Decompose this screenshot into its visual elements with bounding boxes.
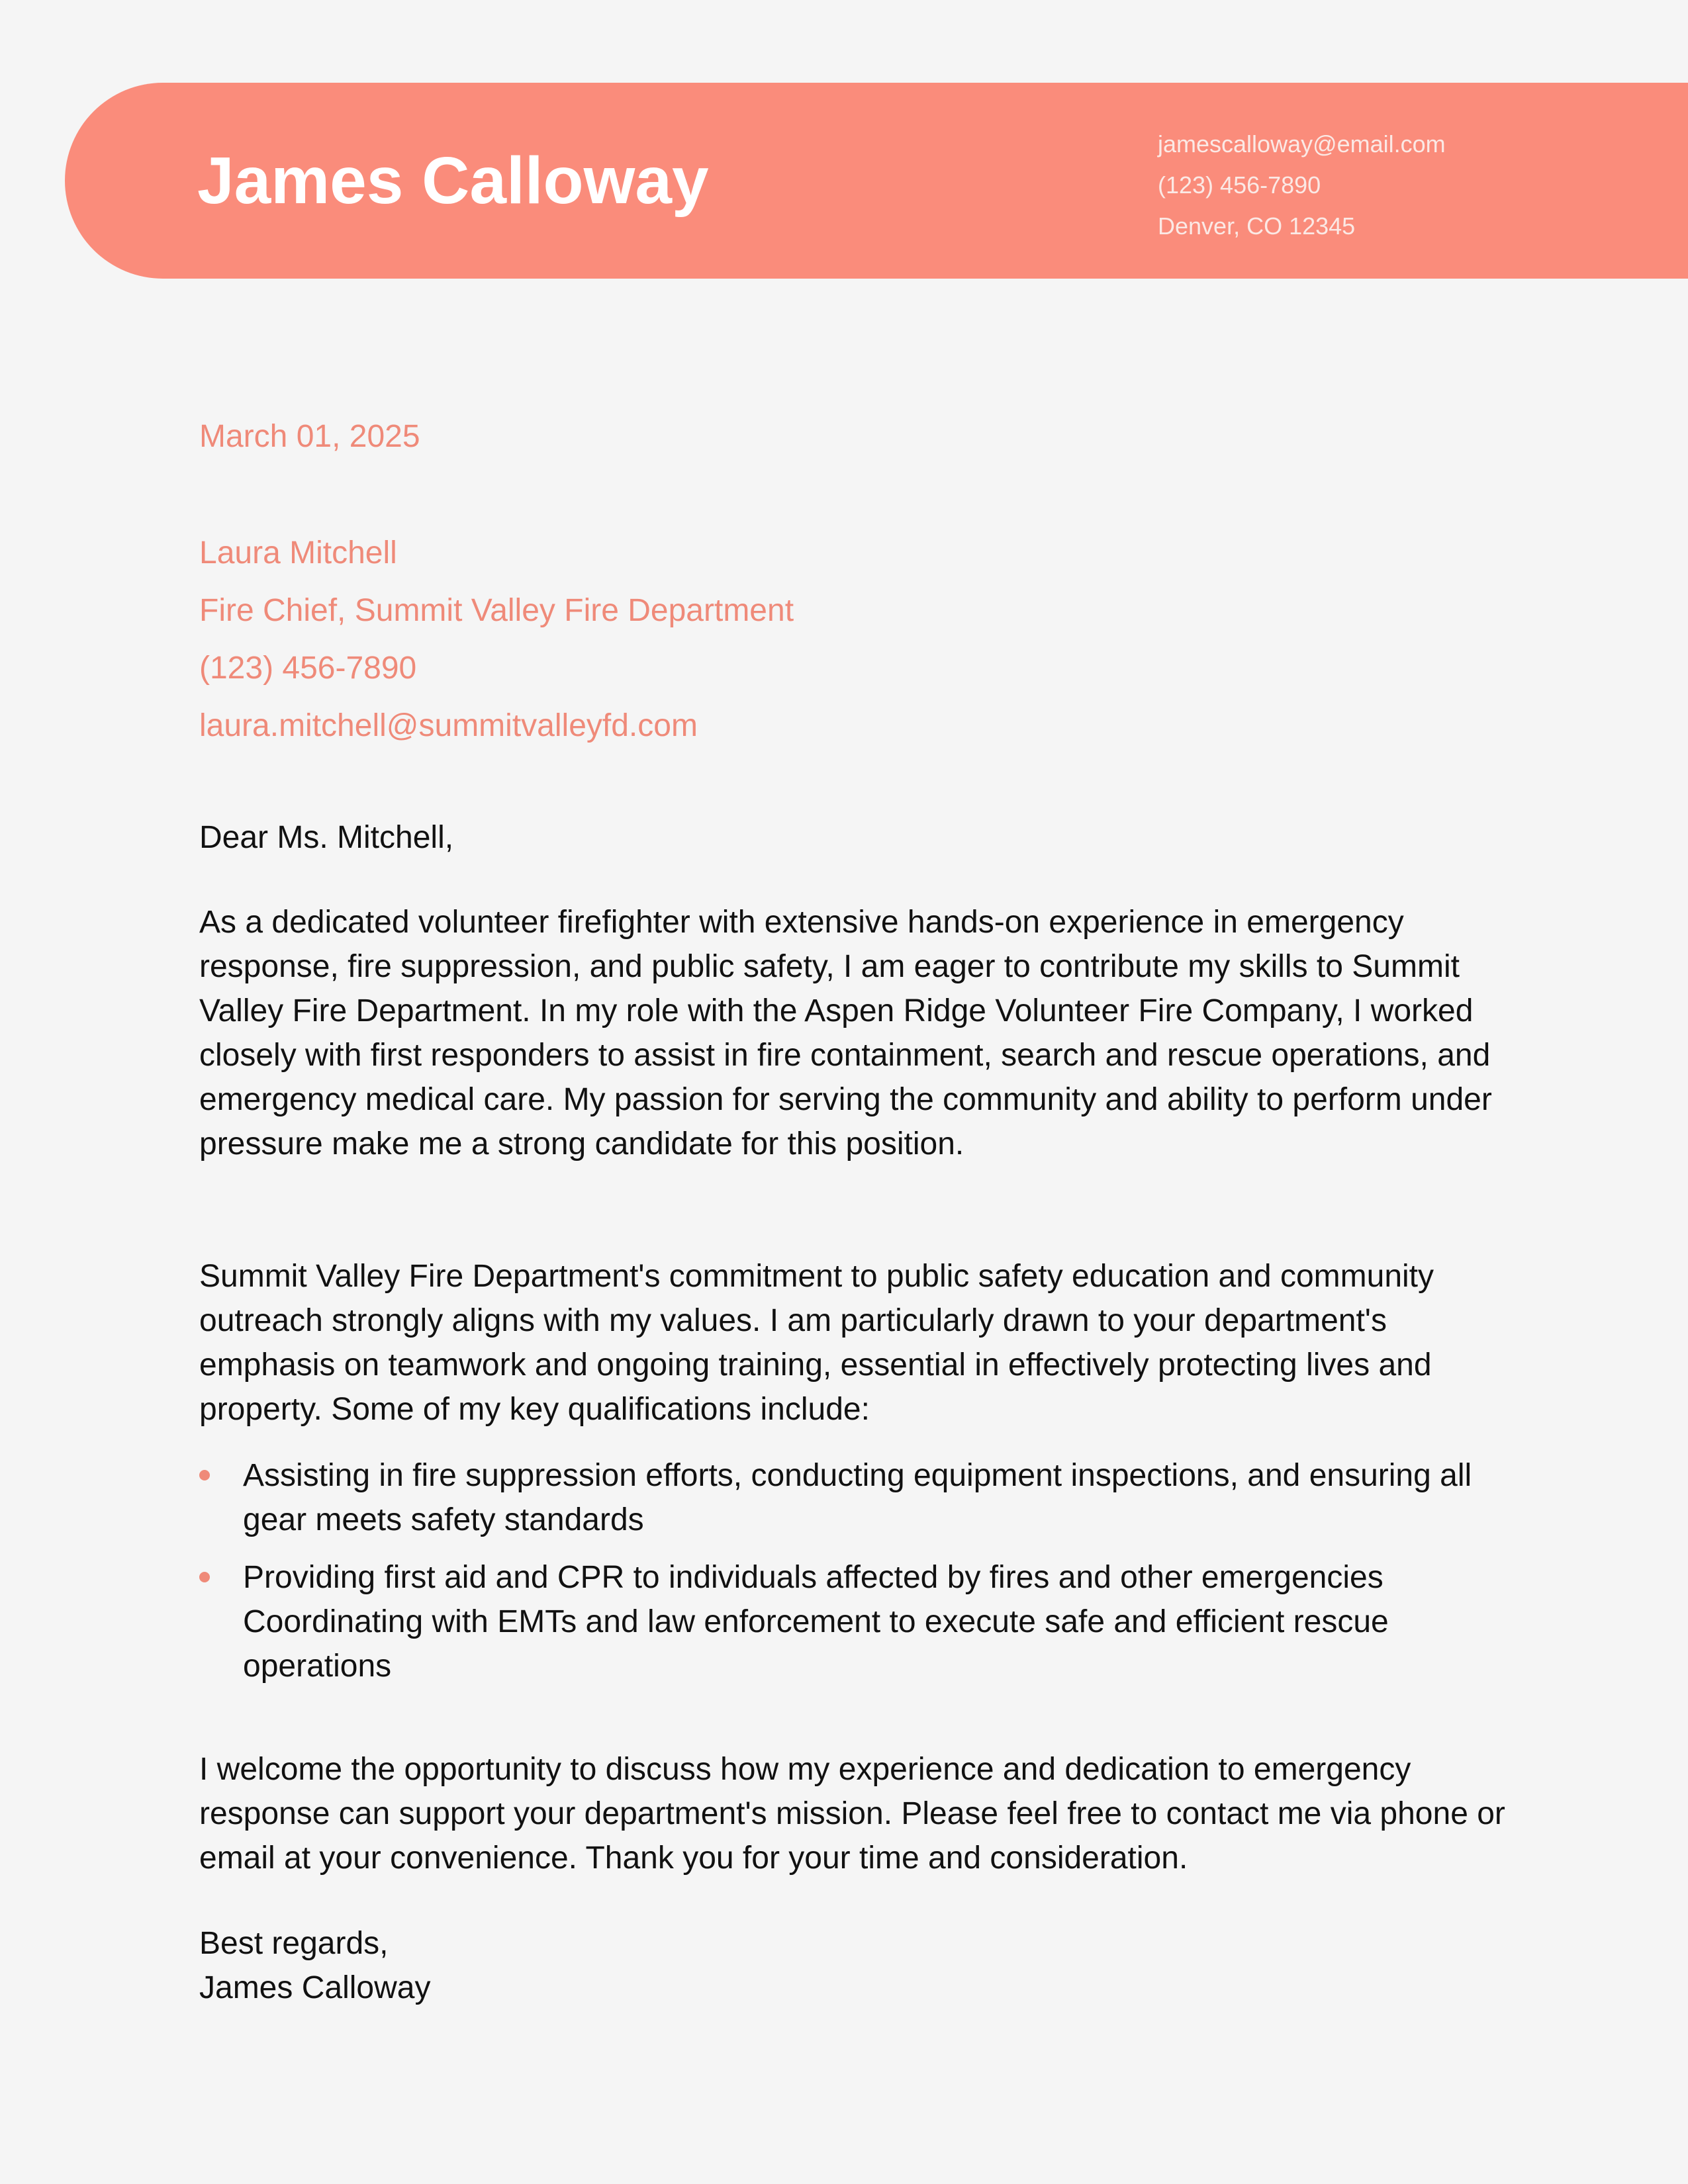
- paragraph-intro: As a dedicated volunteer firefighter with extensive hands-on experience in emergency response, fire suppression, and public safety, I am eager to contribute my skills to Summit Valley Fire Department. In my role with the Aspen Ridge Volunteer Fire Company, I worked closely with first responders to assist in fire containment, search and rescue operations, and emergency medical care. My passion for serving the community and ability to perform under pressure make me a strong candidate for this position.: [199, 905, 1492, 1161]
- list-item: [199, 1453, 1510, 1542]
- recipient-phone: (123) 456-7890: [199, 651, 417, 686]
- sender-location: Denver, CO 12345: [1158, 212, 1356, 240]
- paragraph-closing: I welcome the opportunity to discuss how my experience and dedication to emergency response can support your department's mission. Please feel free to contact me via phone or email at your convenience. Thank you for your time and consideration.: [199, 1752, 1505, 1876]
- sender-email: jamescalloway@email.com: [1158, 130, 1446, 158]
- sender-phone: (123) 456-7890: [1158, 171, 1321, 199]
- header-banner: [65, 83, 1688, 279]
- qualification-text: Providing first aid and CPR to individuals affected by fires and other emergencies Coordinating with EMTs and law enforcement to execute safe and efficient rescue operations: [243, 1560, 1389, 1684]
- sign-off: Best regards,: [199, 1926, 389, 1961]
- salutation: Dear Ms. Mitchell,: [199, 820, 454, 855]
- paragraph-alignment: Summit Valley Fire Department's commitment to public safety education and community outreach strongly aligns with my values. I am particularly drawn to your department's emphasis on teamwork and ongoing training, essential in effectively protecting lives and property. Some of my key qualifications include:: [199, 1259, 1434, 1427]
- qualifications-list: [199, 1453, 1510, 1702]
- sender-name: James Calloway: [197, 144, 709, 218]
- signature-name: James Calloway: [199, 1970, 431, 2005]
- qualification-text: Assisting in fire suppression efforts, conducting equipment inspections, and ensuring all gear meets safety standards: [243, 1458, 1472, 1537]
- letter-date: March 01, 2025: [199, 419, 420, 454]
- bullet-dot-icon: [199, 1470, 210, 1480]
- recipient-title: Fire Chief, Summit Valley Fire Department: [199, 593, 794, 628]
- recipient-block: [199, 524, 794, 754]
- sender-contact-block: [1158, 124, 1446, 247]
- recipient-email: laura.mitchell@summitvalleyfd.com: [199, 708, 698, 743]
- closing-block: [199, 1921, 1510, 2010]
- bullet-dot-icon: [199, 1572, 210, 1582]
- recipient-name: Laura Mitchell: [199, 535, 397, 570]
- list-item: [199, 1555, 1510, 1688]
